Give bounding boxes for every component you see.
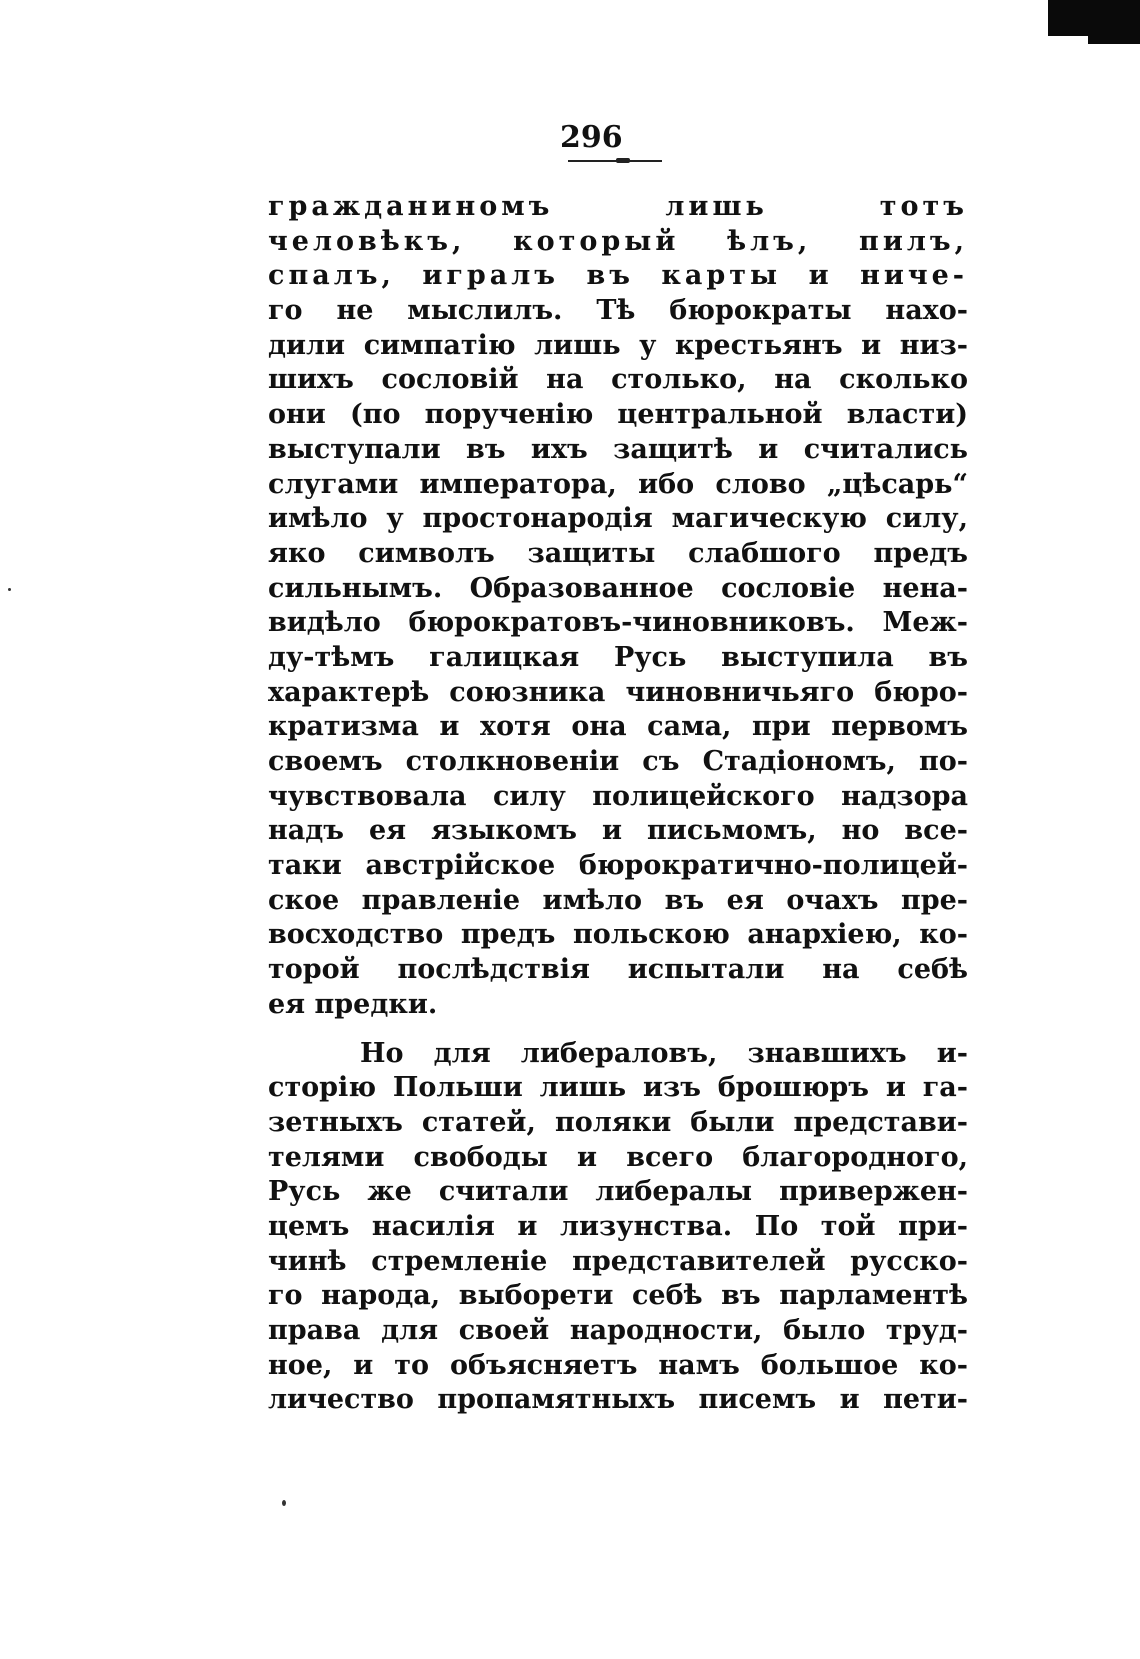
- text-line: своемъ столкновеніи съ Стадіономъ, по-: [268, 746, 968, 777]
- text-line: шихъ сословій на столько, на сколько: [268, 364, 968, 396]
- text-line: зетныхъ статей, поляки были представи-: [268, 1106, 968, 1138]
- scan-speck: [8, 588, 11, 591]
- paragraph-2: [268, 1037, 968, 1419]
- text-line: кратизма и хотя она сама, при первомъ: [268, 711, 968, 743]
- page-number-rule: [568, 160, 662, 162]
- text-line: дили симпатію лишь у крестьянъ и низ-: [268, 329, 968, 361]
- text-line: личество пропамятныхъ писемъ и пети-: [268, 1384, 968, 1416]
- text-line: го не мыслилъ. Тѣ бюрократы нахо-: [268, 295, 968, 327]
- paragraph-1: [268, 190, 968, 1023]
- text-line: ду-тѣмъ галицкая Русь выступила въ: [268, 641, 968, 673]
- text-line: характерѣ союзника чиновничьяго бюро-: [268, 676, 968, 708]
- text-line: телями свободы и всего благородного,: [268, 1141, 968, 1173]
- text-line: надъ ея языкомъ и письмомъ, но все-: [268, 815, 968, 847]
- paragraph-gap: [268, 1023, 968, 1037]
- text-line: го народа, выборети себѣ въ парламентѣ: [268, 1280, 968, 1312]
- text-line: спалъ, игралъ въ карты и ниче-: [268, 260, 968, 292]
- text-line: сильнымъ. Образованное сословіе нена-: [268, 572, 968, 604]
- text-line: чувствовала силу полицейского надзора: [268, 780, 968, 812]
- text-line: ское правленіе имѣло въ ея очахъ пре-: [268, 884, 968, 916]
- page-number: 296: [560, 120, 623, 155]
- text-line: гражданиномъ лишь тотъ: [268, 191, 968, 222]
- text-line: имѣло у простонародія магическую силу,: [268, 503, 968, 535]
- scan-edge-mark: [1048, 0, 1140, 36]
- text-line: слугами императора, ибо слово „цѣсарь“: [268, 468, 968, 500]
- text-line: цемъ насилія и лизунства. По той при-: [268, 1210, 968, 1242]
- text-line: ея предки.: [268, 988, 438, 1020]
- body-text: [268, 190, 968, 1418]
- text-line: чинѣ стремленіе представителей русско-: [268, 1245, 968, 1277]
- text-line: человѣкъ, который ѣлъ, пилъ,: [268, 225, 968, 257]
- text-line: яко символъ защиты слабшого предъ: [268, 537, 968, 569]
- text-line: таки австрійское бюрократично-полицей-: [268, 850, 968, 882]
- text-line: сторію Польши лишь изъ брошюръ и га-: [268, 1072, 968, 1104]
- text-line: права для своей народности, было труд-: [268, 1315, 968, 1346]
- text-line: видѣло бюрократовъ-чиновниковъ. Меж-: [268, 607, 968, 639]
- text-line: Но для либераловъ, знавшихъ и-: [360, 1037, 968, 1069]
- text-line: Русь же считали либералы привержен-: [268, 1176, 968, 1208]
- text-line: выступали въ ихъ защитѣ и считались: [268, 433, 968, 465]
- scan-speck: [282, 1500, 286, 1506]
- text-line: ное, и то объясняетъ намъ большое ко-: [268, 1349, 968, 1381]
- text-line: они (по порученію центральной власти): [268, 399, 968, 431]
- text-line: торой послѣдствія испытали на себѣ: [268, 954, 968, 986]
- text-line: восходство предъ польскою анархіею, ко-: [268, 919, 968, 951]
